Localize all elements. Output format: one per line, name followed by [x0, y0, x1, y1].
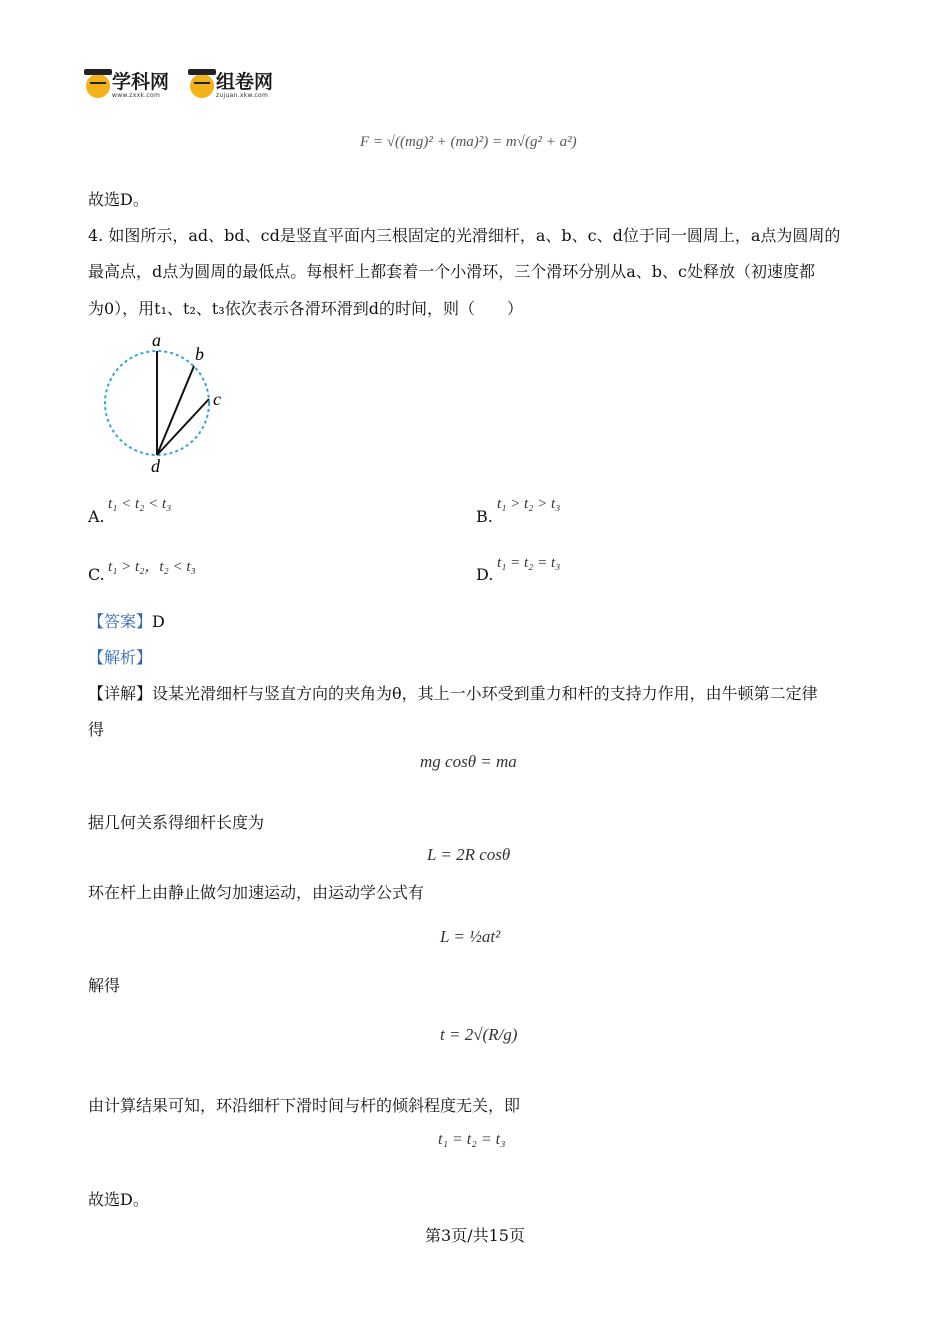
equation-time: t = 2√(R/g)	[440, 1025, 518, 1044]
logo-url: www.zxxk.com	[112, 92, 161, 99]
circle-figure	[100, 328, 240, 476]
option-c-expr: t₁ > t₂，t₂ < t₃	[108, 559, 196, 575]
text-geometry: 据几何关系得细杆长度为	[88, 813, 265, 832]
question-text: 如图所示，ad、bd、cd是竖直平面内三根固定的光滑细杆，a、b、c、d位于同一圆周上，a点为圆周的	[108, 226, 841, 245]
zxxk-logo	[86, 72, 169, 99]
question-line-2: 最高点，d点为圆周的最低点。每根杆上都套着一个小滑环，三个滑环分别从a、b、c处释放（初速度都	[88, 262, 815, 281]
equation-length: L = 2R cosθ	[427, 845, 511, 864]
option-d-expr: t₁ = t₂ = t₃	[497, 555, 561, 571]
page-number: 第3页/共15页	[425, 1226, 525, 1245]
logo-title: 组卷网	[216, 71, 274, 93]
text-result: 由计算结果可知，环沿细杆下滑时间与杆的倾斜程度无关，即	[88, 1096, 521, 1115]
label-d: d	[151, 456, 160, 476]
answer-tag: 【答案】	[88, 612, 153, 631]
logo-mascot-icon	[190, 74, 214, 98]
detail-line-2: 得	[88, 720, 105, 739]
rod-cd	[157, 399, 209, 455]
analysis-tag: 【解析】	[88, 648, 153, 667]
answer-value: D	[152, 612, 165, 631]
final-conclusion: 故选D。	[88, 1190, 149, 1209]
equation-newton: mg cosθ = ma	[420, 752, 517, 771]
rod-bd	[157, 366, 194, 455]
option-c-label: C.	[88, 565, 105, 584]
option-d-label: D.	[476, 565, 494, 584]
label-c: c	[213, 389, 221, 409]
detail-text: 设某光滑细杆与竖直方向的夹角为θ，其上一小环受到重力和杆的支持力作用，由牛顿第二定律	[152, 684, 818, 703]
equation-kinematics: L = ½at²	[440, 927, 501, 946]
label-b: b	[195, 344, 204, 364]
detail-tag: 【详解】	[88, 684, 153, 703]
option-a-expr: t₁ < t₂ < t₃	[108, 496, 172, 512]
text-solve: 解得	[88, 976, 121, 995]
question-number: 4.	[88, 226, 104, 245]
answer-line	[88, 613, 165, 631]
question-line-3: 为0），用t₁、t₂、t₃依次表示各滑环滑到d的时间，则（ ）	[88, 299, 523, 318]
equation-times-equal: t₁ = t₂ = t₃	[438, 1131, 506, 1148]
text-kinematics: 环在杆上由静止做匀加速运动，由运动学公式有	[88, 883, 425, 902]
option-a-label: A.	[88, 507, 105, 526]
option-b-label: B.	[476, 507, 493, 526]
option-b-expr: t₁ > t₂ > t₃	[497, 496, 561, 512]
logo-url: zujuan.xkw.com	[216, 92, 269, 99]
zujuan-logo	[190, 72, 273, 99]
logo-title: 学科网	[112, 71, 170, 93]
detail-line-1	[88, 685, 818, 703]
label-a: a	[152, 330, 161, 350]
logo-mascot-icon	[86, 74, 110, 98]
question-line-1	[88, 227, 840, 245]
force-formula: F = √((mg)² + (ma)²) = m√(g² + a²)	[360, 134, 577, 150]
prev-conclusion: 故选D。	[88, 190, 149, 209]
